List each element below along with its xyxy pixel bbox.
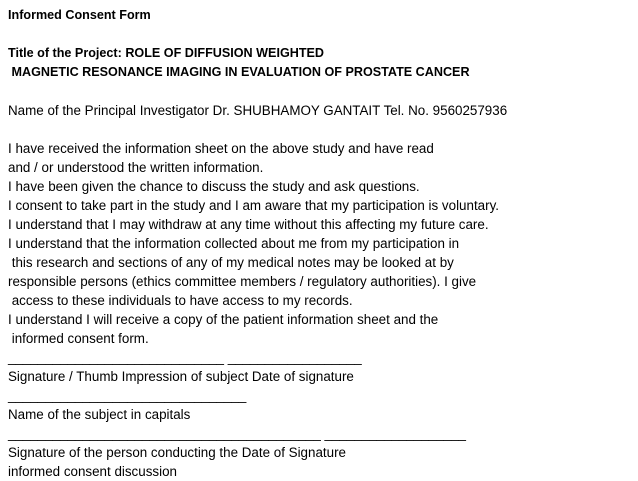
consent-line: I understand that the information collected about me from my participation in <box>8 236 460 251</box>
consent-line: I have been given the chance to discuss the study and ask questions. <box>8 179 420 194</box>
conductor-signature-blank-lines: __________________________________________ ___________________ <box>8 426 467 441</box>
consent-line: informed consent form. <box>8 331 149 346</box>
consent-form-document <box>8 6 634 481</box>
project-title-line-2: MAGNETIC RESONANCE IMAGING IN EVALUATION OF PROSTATE CANCER <box>8 65 470 79</box>
form-heading: Informed Consent Form <box>8 8 151 22</box>
consent-line: I consent to take part in the study and I am aware that my participation is voluntary. <box>8 198 499 213</box>
subject-name-blank-line: ________________________________ <box>8 388 247 403</box>
subject-signature-caption: Signature / Thumb Impression of subject Date of signature <box>8 369 354 384</box>
consent-line: access to these individuals to have access to my records. <box>8 293 353 308</box>
spacer <box>8 120 634 139</box>
principal-investigator: Name of the Principal Investigator Dr. SHUBHAMOY GANTAIT Tel. No. 9560257936 <box>8 103 508 118</box>
consent-line: I understand that I may withdraw at any time without this affecting my future care. <box>8 217 489 232</box>
consent-line: this research and sections of any of my medical notes may be looked at by <box>8 255 454 270</box>
spacer <box>8 82 634 101</box>
consent-line: and / or understood the written information. <box>8 160 264 175</box>
conductor-signature-caption-continued: informed consent discussion <box>8 464 177 479</box>
spacer <box>8 25 634 44</box>
conductor-signature-caption: Signature of the person conducting the Date of Signature <box>8 445 346 460</box>
consent-line: I have received the information sheet on the above study and have read <box>8 141 434 156</box>
consent-line: I understand I will receive a copy of the patient information sheet and the <box>8 312 439 327</box>
consent-line: responsible persons (ethics committee members / regulatory authorities). I give <box>8 274 477 289</box>
project-title-line-1: Title of the Project: ROLE OF DIFFUSION WEIGHTED <box>8 46 325 60</box>
subject-name-caption: Name of the subject in capitals <box>8 407 191 422</box>
subject-signature-blank-lines: _____________________________ __________________ <box>8 350 362 365</box>
